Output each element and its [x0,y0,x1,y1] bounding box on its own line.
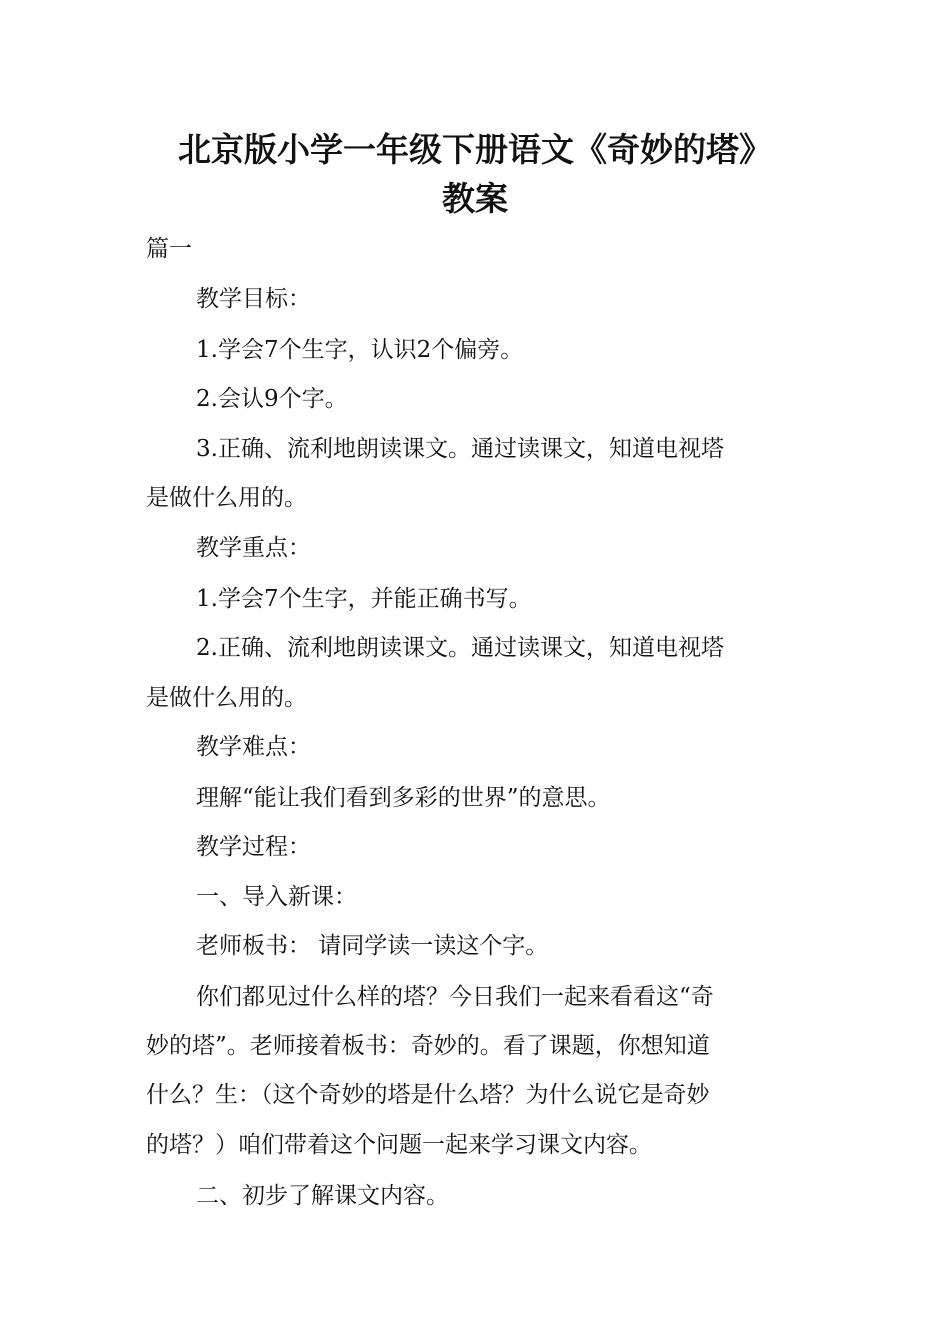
section-heading: 篇一 [146,236,192,262]
subheading-content-overview: 二、初步了解课文内容。 [196,1183,449,1209]
paragraph-line: 的塔？）咱们带着这个问题一起来学习课文内容。 [146,1132,652,1158]
paragraph-line: 3.正确、流利地朗读课文。通过读课文，知道电视塔 [196,436,724,462]
heading-teaching-process: 教学过程： [196,834,311,860]
paragraph-line: 妙的塔”。老师接着板书：奇妙的。看了课题，你想知道 [146,1033,710,1059]
heading-teaching-goals: 教学目标： [196,286,311,312]
paragraph-line: 2.会认9个字。 [196,386,348,412]
paragraph-line: 理解“能让我们看到多彩的世界”的意思。 [196,785,611,811]
subheading-introduction: 一、导入新课： [196,884,357,910]
document-title-line1: 北京版小学一年级下册语文《奇妙的塔》 [178,130,772,169]
document-title-line2: 教案 [442,179,508,218]
paragraph-line: 1.学会7个生字，认识2个偏旁。 [196,337,524,363]
paragraph-line: 是做什么用的。 [146,485,307,511]
paragraph-line: 2.正确、流利地朗读课文。通过读课文，知道电视塔 [196,635,724,661]
paragraph-line: 是做什么用的。 [146,685,307,711]
heading-key-points: 教学重点： [196,535,311,561]
paragraph-line: 1.学会7个生字，并能正确书写。 [196,586,532,612]
heading-difficulties: 教学难点： [196,734,311,760]
paragraph-line: 你们都见过什么样的塔？今日我们一起来看看这“奇 [196,984,714,1010]
paragraph-line: 老师板书： 请同学读一读这个字。 [196,933,549,959]
paragraph-line: 什么？生：（这个奇妙的塔是什么塔？为什么说它是奇妙 [146,1082,710,1108]
